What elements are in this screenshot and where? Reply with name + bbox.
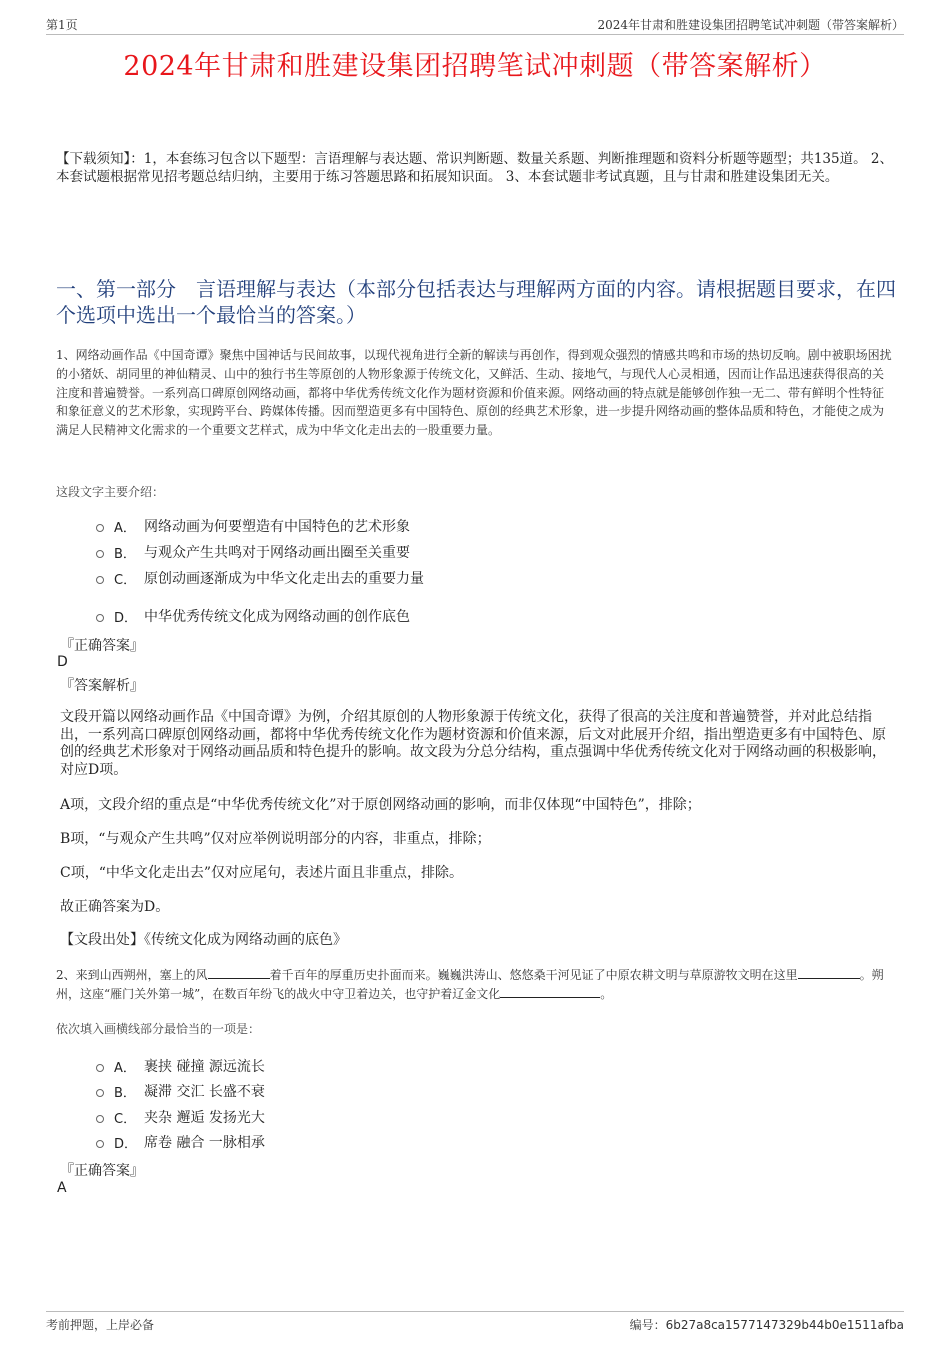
question-1-prompt: 这段文字主要介绍： — [56, 485, 165, 499]
option-letter: C． — [114, 1111, 137, 1127]
question-2-prompt: 依次填入画横线部分最恰当的一项是： — [56, 1022, 261, 1036]
fill-blank[interactable] — [798, 966, 860, 979]
question-1-option-a[interactable] — [96, 516, 410, 536]
option-letter: D． — [114, 1136, 138, 1152]
page-footer — [46, 1311, 904, 1334]
footer-slogan: 考前押题，上岸必备 — [46, 1318, 155, 1332]
fill-blank[interactable] — [500, 985, 600, 998]
question-1-answer-label: 『正确答案』 — [60, 638, 144, 654]
option-letter: C． — [114, 572, 137, 588]
analysis-option-b: B项，“与观众产生共鸣”仅对应举例说明部分的内容，非重点，排除； — [60, 831, 491, 847]
question-2-text-part: 着千百年的厚重历史扑面而来。巍巍洪涛山、悠悠桑干河见证了中原农耕文明与草原游牧文明在这里 — [269, 968, 798, 982]
analysis-paragraph: 文段开篇以网络动画作品《中国奇谭》为例，介绍其原创的人物形象源于传统文化，获得了很高的关注度和普遍赞誉，并对此总结指出，一系列高口碑原创网络动画，都将中华优秀传统文化作为题材资源和价值来源，后文对此展开介绍，指出塑造更多有中国特色、原创的经典艺术形象对于网络动画品质和特色提升的影响。故文段为分总分结构，重点强调中华优秀传统文化对于网络动画的积极影响，对应D项。 — [60, 709, 886, 778]
option-letter: B． — [114, 546, 136, 562]
option-text: 中华优秀传统文化成为网络动画的创作底色 — [144, 609, 410, 625]
question-1-option-d[interactable] — [96, 606, 410, 626]
question-2-text — [56, 966, 894, 1004]
question-1-option-b[interactable] — [96, 542, 410, 562]
radio-icon[interactable] — [96, 1115, 104, 1123]
question-2-option-d[interactable] — [96, 1132, 265, 1152]
question-2-text-part: 。朔州，这座“雁门关外第一城”，在数百年纷飞的战火中守卫着边关，也守护着辽金文化 — [56, 968, 884, 1001]
fill-blank[interactable] — [208, 966, 270, 979]
download-notice: 【下载须知】：1，本套练习包含以下题型：言语理解与表达题、常识判断题、数量关系题、判断推理题和资料分析题等题型；共135道。 2、本套试题根据常见招考题总结归纳，主要用于练习答题思路和拓展知识面。 3、本套试题非考试真题，且与甘肃和胜建设集团无关。 — [56, 151, 893, 185]
radio-icon[interactable] — [96, 614, 104, 622]
document-title: 2024年甘肃和胜建设集团招聘笔试冲刺题（带答案解析） — [123, 51, 827, 82]
question-1-option-c[interactable] — [96, 568, 424, 588]
option-text: 席卷 融合 一脉相承 — [144, 1135, 265, 1151]
header-doc-name: 2024年甘肃和胜建设集团招聘笔试冲刺题（带答案解析） — [597, 18, 904, 32]
analysis-option-c: C项，“中华文化走出去”仅对应尾句，表述片面且非重点，排除。 — [60, 865, 464, 881]
radio-icon[interactable] — [96, 524, 104, 532]
question-2-answer-label: 『正确答案』 — [60, 1163, 144, 1179]
option-letter: A． — [114, 520, 136, 536]
radio-icon[interactable] — [96, 1140, 104, 1148]
page-header — [46, 14, 904, 35]
footer-code-label: 编号： — [629, 1318, 666, 1332]
analysis-option-a: A项，文段介绍的重点是“中华优秀传统文化”对于原创网络动画的影响，而非仅体现“中国特色”，排除； — [60, 797, 701, 813]
question-2-text-part: 。 — [600, 986, 613, 1001]
question-2-option-b[interactable] — [96, 1081, 265, 1101]
question-2-answer: A — [57, 1180, 67, 1196]
section-title: 一、第一部分 言语理解与表达（本部分包括表达与理解两方面的内容。请根据题目要求，在四个选项中选出一个最恰当的答案。） — [56, 277, 896, 327]
question-2-text-part: 2、来到山西朔州，塞上的风 — [56, 968, 208, 982]
option-text: 夹杂 邂逅 发扬光大 — [144, 1110, 265, 1126]
analysis-conclusion: 故正确答案为D。 — [60, 899, 170, 915]
question-1-analysis-label: 『答案解析』 — [60, 678, 144, 694]
option-text: 凝滞 交汇 长盛不衰 — [144, 1084, 265, 1100]
radio-icon[interactable] — [96, 576, 104, 584]
radio-icon[interactable] — [96, 550, 104, 558]
footer-code — [630, 1316, 904, 1333]
option-letter: D． — [114, 610, 138, 626]
footer-code-value: 6b27a8ca1577147329b44b0e1511afba — [665, 1318, 904, 1332]
question-1-answer: D — [57, 654, 68, 670]
radio-icon[interactable] — [96, 1064, 104, 1072]
question-2-option-c[interactable] — [96, 1107, 265, 1127]
option-text: 裹挟 碰撞 源远流长 — [144, 1059, 265, 1075]
page-number: 第1页 — [46, 18, 78, 32]
option-text: 原创动画逐渐成为中华文化走出去的重要力量 — [144, 571, 424, 587]
option-text: 网络动画为何要塑造有中国特色的艺术形象 — [144, 519, 410, 535]
option-letter: B． — [114, 1085, 136, 1101]
analysis-source: 【文段出处】《传统文化成为网络动画的底色》 — [60, 932, 347, 948]
option-text: 与观众产生共鸣对于网络动画出圈至关重要 — [144, 545, 410, 561]
radio-icon[interactable] — [96, 1089, 104, 1097]
option-letter: A． — [114, 1060, 136, 1076]
question-2-option-a[interactable] — [96, 1056, 265, 1076]
question-1-text: 1、网络动画作品《中国奇谭》聚焦中国神话与民间故事，以现代视角进行全新的解读与再创作，得到观众强烈的情感共鸣和市场的热切反响。剧中被职场困扰的小猪妖、胡同里的神仙精灵、山中的独行书生等原创的人物形象源于传统文化，又鲜活、生动、接地气，与现代人心灵相通，因而让作品迅速获得很高的关注度和普遍赞誉。一系列高口碑原创网络动画，都将中华优秀传统文化作为题材资源和价值来源。网络动画的特点就是能够创作独一无二、带有鲜明个性特征和象征意义的艺术形象，实现跨平台、跨媒体传播。因而塑造更多有中国特色、原创的经典艺术形象，进一步提升网络动画的整体品质和特色，才能使之成为满足人民精神文化需求的一个重要文艺样式，成为中华文化走出去的一股重要力量。 — [56, 348, 892, 438]
